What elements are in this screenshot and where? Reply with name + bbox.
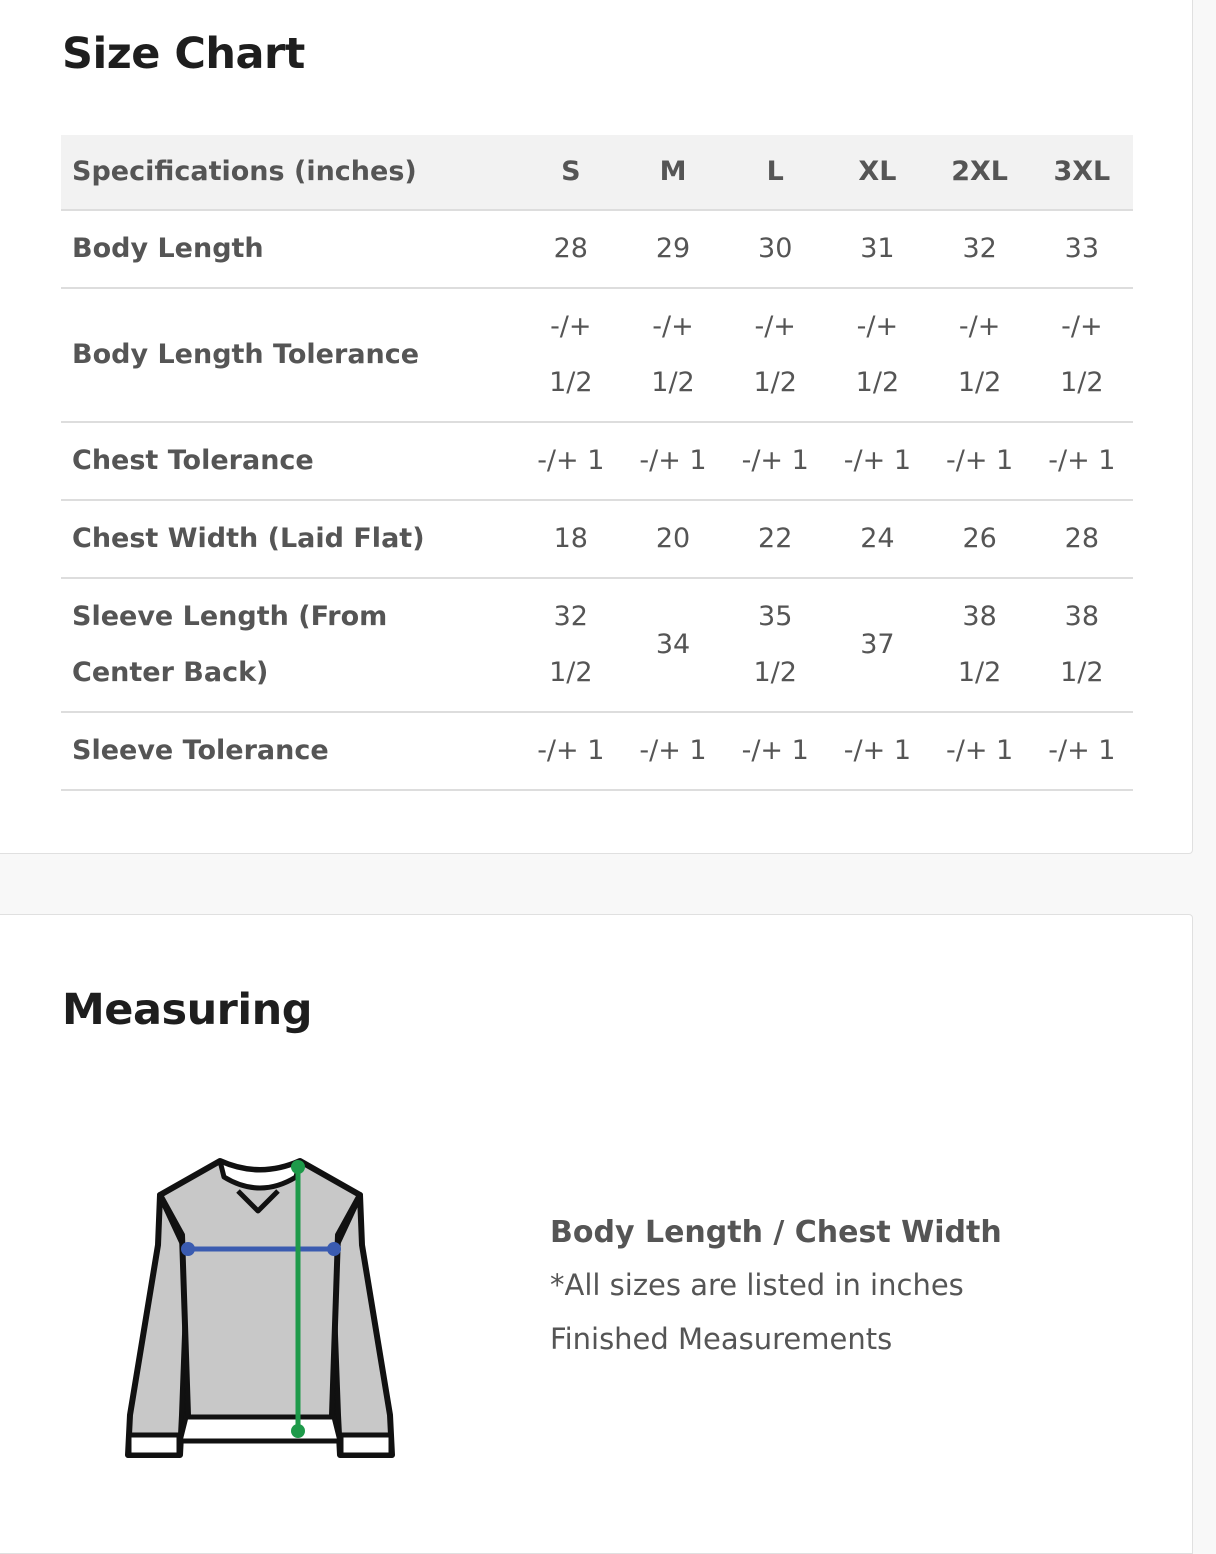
cell-value: -/+ 1	[537, 445, 605, 476]
size-header-2xl: 2XL	[929, 135, 1031, 210]
table-cell	[929, 422, 1031, 500]
cell-value: -/+ 1	[537, 735, 605, 766]
spec-header: Specifications (inches)	[61, 135, 520, 210]
table-cell	[929, 500, 1031, 578]
size-chart-table	[61, 135, 1133, 791]
cell-value: -/+ 1	[1048, 445, 1116, 476]
table-row	[61, 422, 1133, 500]
measuring-title: Measuring	[62, 985, 313, 1035]
table-row	[61, 712, 1133, 790]
cell-value: 28	[1064, 523, 1100, 554]
table-cell	[520, 578, 622, 712]
measurement-note: Finished Measurements	[550, 1322, 893, 1356]
table-cell	[826, 500, 928, 578]
row-label: Chest Tolerance	[72, 445, 314, 476]
cell-value: -/+ 1	[843, 735, 912, 766]
table-cell	[826, 422, 928, 500]
table-cell	[724, 422, 826, 500]
cell-value: 32 1/2	[549, 601, 593, 688]
table-cell	[929, 210, 1031, 288]
table-cell	[1031, 210, 1133, 288]
cell-value: -/+ 1	[946, 445, 1014, 476]
cell-value: -/+ 1	[639, 735, 707, 766]
table-cell	[520, 210, 622, 288]
table-cell	[520, 712, 622, 790]
size-header-3xl: 3XL	[1031, 135, 1133, 210]
table-cell	[724, 288, 826, 422]
row-label: Body Length Tolerance	[72, 339, 420, 370]
cell-value: -/+ 1/2	[957, 311, 1002, 398]
table-row	[61, 210, 1133, 288]
cell-value: 34	[655, 629, 691, 660]
table-row	[61, 500, 1133, 578]
table-cell	[622, 422, 724, 500]
cell-value: -/+ 1/2	[549, 311, 593, 398]
table-cell	[520, 422, 622, 500]
cell-value: 37	[860, 629, 895, 660]
measuring-card	[0, 914, 1193, 1554]
size-header-s: S	[520, 135, 622, 210]
cell-value: -/+ 1	[741, 735, 809, 766]
table-cell	[724, 578, 826, 712]
cell-value: -/+ 1/2	[651, 311, 695, 398]
cell-value: -/+ 1	[639, 445, 707, 476]
table-cell	[622, 578, 724, 712]
table-row	[61, 578, 1133, 712]
cell-value: 38 1/2	[957, 601, 1002, 688]
row-label: Sleeve Length (From Center Back)	[72, 601, 388, 688]
cell-value: -/+ 1	[843, 445, 912, 476]
table-cell	[1031, 500, 1133, 578]
cell-value: -/+ 1	[946, 735, 1014, 766]
cell-value: -/+ 1/2	[1060, 311, 1104, 398]
cell-value: -/+ 1/2	[855, 311, 900, 398]
measurement-note: *All sizes are listed in inches	[550, 1268, 964, 1302]
table-cell	[826, 210, 928, 288]
table-cell	[622, 288, 724, 422]
size-chart-title: Size Chart	[62, 29, 305, 79]
cell-value: 24	[860, 523, 895, 554]
table-cell	[929, 288, 1031, 422]
table-cell	[724, 500, 826, 578]
cell-value: 18	[553, 523, 588, 554]
cell-value: 29	[655, 233, 691, 264]
measurement-info	[550, 1215, 1002, 1376]
size-header-m: M	[622, 135, 724, 210]
cell-value: 28	[553, 233, 588, 264]
table-cell	[520, 500, 622, 578]
table-cell	[826, 288, 928, 422]
table-cell	[520, 288, 622, 422]
table-cell	[929, 578, 1031, 712]
sweater-icon	[120, 1155, 400, 1465]
table-cell	[1031, 288, 1133, 422]
table-cell	[622, 210, 724, 288]
cell-value: -/+ 1/2	[753, 311, 797, 398]
table-row	[61, 288, 1133, 422]
row-label: Body Length	[72, 233, 264, 264]
cell-value: 20	[655, 523, 691, 554]
cell-value: 38 1/2	[1060, 601, 1104, 688]
size-header-l: L	[724, 135, 826, 210]
measurement-info-title: Body Length / Chest Width	[550, 1215, 1002, 1250]
table-cell	[826, 578, 928, 712]
table-cell	[724, 210, 826, 288]
table-cell	[622, 712, 724, 790]
size-header-xl: XL	[826, 135, 928, 210]
table-cell	[1031, 712, 1133, 790]
cell-value: 22	[758, 523, 793, 554]
cell-value: -/+ 1	[741, 445, 809, 476]
cell-value: 31	[860, 233, 895, 264]
table-cell	[929, 712, 1031, 790]
row-label: Chest Width (Laid Flat)	[72, 523, 425, 554]
cell-value: -/+ 1	[1048, 735, 1116, 766]
cell-value: 30	[758, 233, 793, 264]
table-cell	[826, 712, 928, 790]
cell-value: 33	[1064, 233, 1100, 264]
cell-value: 35 1/2	[753, 601, 797, 688]
row-label: Sleeve Tolerance	[72, 735, 329, 766]
table-cell	[1031, 422, 1133, 500]
table-cell	[622, 500, 724, 578]
table-header-row	[61, 135, 1133, 210]
table-cell	[724, 712, 826, 790]
table-cell	[1031, 578, 1133, 712]
cell-value: 26	[962, 523, 997, 554]
cell-value: 32	[962, 233, 997, 264]
